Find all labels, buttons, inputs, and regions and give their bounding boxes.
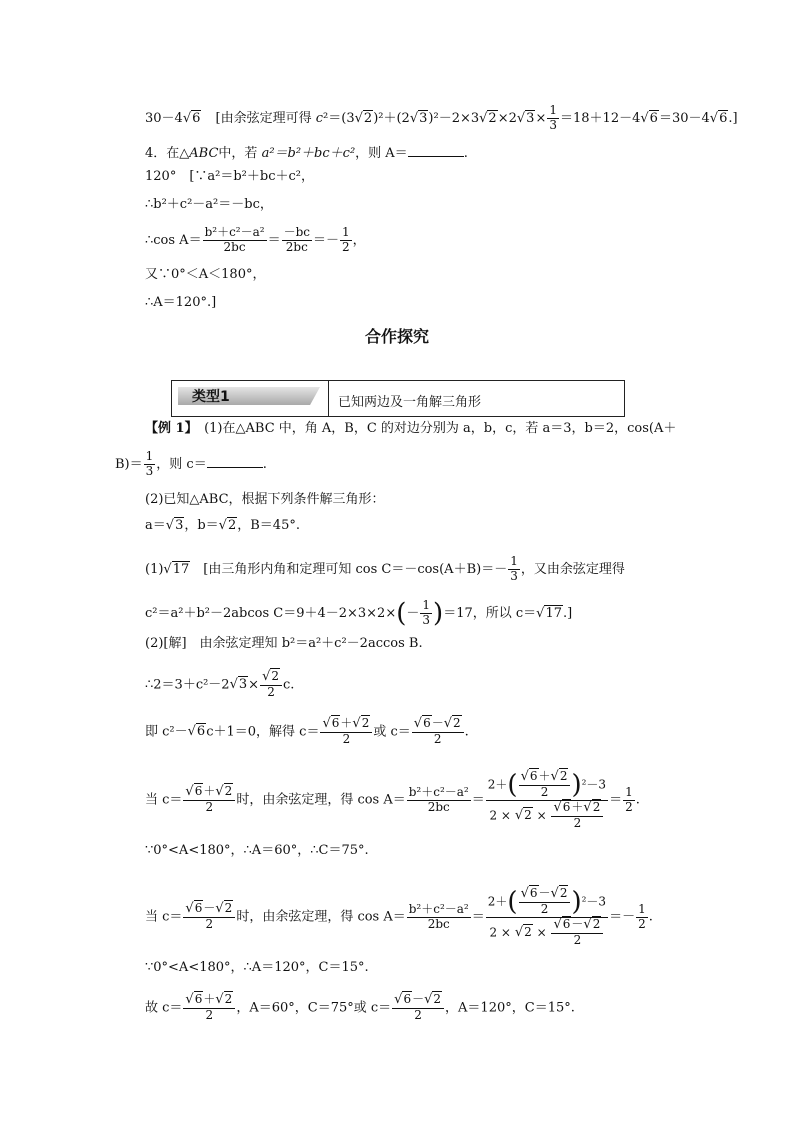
type-title: 已知两边及一角解三角形 [338, 395, 482, 410]
solution-1-line-1: (1)√17 [由三角形内角和定理可知 cos C＝－cos(A＋B)＝－ $\frac{1}{3}$ ，又由余弦定理得 [145, 554, 625, 583]
case-2-line: 当 c＝ $\frac{√6-√2}{2}$ 时，由余弦定理，得 cos A＝ $\frac{\text{b²＋c²－a²}}{2bc}$ ＝ 2＋( $\frac{√6-√2}{2}$ )²－3 2 × √2 × $\frac{√6-√2}{2}$ ＝－ $\frac{1}{2}$ . [145, 886, 653, 947]
solution-1-line-2: c²＝a²＋b²－2abcos C＝9＋4－2×3×2×(－ $\frac{1}{3}$ )＝17，所以 c＝√17.] [145, 598, 573, 629]
type-tag [172, 381, 329, 416]
case-2-conclusion: ∵0°<A<180°，∴A＝120°，C＝15°. [145, 960, 369, 975]
case-1-conclusion: ∵0°<A<180°，∴A＝60°，∴C＝75°. [145, 843, 369, 858]
prev-answer-line: 30－4√6 [由余弦定理可得 c²＝(3√2)²＋(2√3)²－2×3√2×2√3× $\frac{1}{3}$ ＝18＋12－4√6＝30－4√6.] [145, 103, 738, 132]
solution-2-line-2: ∴2＝3＋c²－2√3× $\frac{√2}{2}$ c. [145, 669, 295, 699]
answer-text: 30－4 [145, 110, 183, 126]
example-1-line-2: B)＝ $\frac{1}{3}$ ，则 c＝ . [115, 449, 267, 478]
compound-fraction: 2＋( $\frac{√6+√2}{2}$ )²－3 2 × √2 × $\frac{√6+√2}{2}$ [487, 769, 607, 830]
answer-blank[interactable] [207, 455, 263, 468]
solution-2-line-3: 即 c²－√6c＋1＝0，解得 c＝ $\frac{√6+√2}{2}$ 或 c＝ $\frac{√6-√2}{2}$ . [145, 716, 469, 746]
type-box [171, 380, 625, 417]
compound-fraction: 2＋( $\frac{√6-√2}{2}$ )²－3 2 × √2 × $\frac{√6-√2}{2}$ [487, 886, 607, 947]
example-1-line-1: 【例 1】 (1)在△ABC 中，角 A，B，C 的对边分别为 a，b，c，若 a＝3，b＝2，cos(A＋ [145, 421, 677, 436]
explanation: [由余弦定理可得 [215, 110, 316, 126]
q4-answer-line-4: 又∵0°＜A＜180°， [145, 267, 266, 282]
example-label: 【例 1】 [145, 421, 192, 436]
answer-blank[interactable] [408, 144, 464, 157]
section-title: 合作探究 [364, 327, 429, 346]
example-1-line-4: a＝√3，b＝√2，B＝45°. [145, 518, 300, 533]
type-tag-label: 类型1 [192, 389, 230, 405]
fraction: $\frac{1}{3}$ [549, 103, 557, 132]
q4-answer-line-1: 120° [∵a²＝b²＋bc＋c²， [145, 169, 314, 184]
q4-answer-line-3: ∴cos A＝ $\frac{\text{b²＋c²－a²}}{2bc}$ ＝ $\frac{-bc}{2bc}$ ＝－ $\frac{1}{2}$ ， [145, 225, 366, 254]
q4-answer-line-5: ∴A＝120°.] [145, 295, 217, 310]
example-1-line-3: (2)已知△ABC，根据下列条件解三角形： [145, 492, 385, 507]
final-answer-line: 故 c＝ $\frac{√6+√2}{2}$ ，A＝60°，C＝75°或 c＝ $\frac{√6-√2}{2}$ ，A＝120°，C＝15°. [145, 992, 575, 1022]
question-4: 4．在△ABC中，若 a²＝b²＋bc＋c²，则 A＝ . [145, 146, 468, 161]
sqrt: √6 [182, 110, 201, 126]
solution-2-line-1: (2)[解] 由余弦定理知 b²＝a²＋c²－2accos B. [145, 636, 423, 651]
q4-answer-line-2: ∴b²＋c²－a²＝－bc， [145, 197, 273, 212]
case-1-line: 当 c＝ $\frac{√6+√2}{2}$ 时，由余弦定理，得 cos A＝ $\frac{\text{b²＋c²－a²}}{2bc}$ ＝ 2＋( $\frac{√6+√2}{2}$ )²－3 2 × √2 × $\frac{√6+√2}{2}$ ＝ $\frac{1}{2}$ . [145, 769, 640, 830]
